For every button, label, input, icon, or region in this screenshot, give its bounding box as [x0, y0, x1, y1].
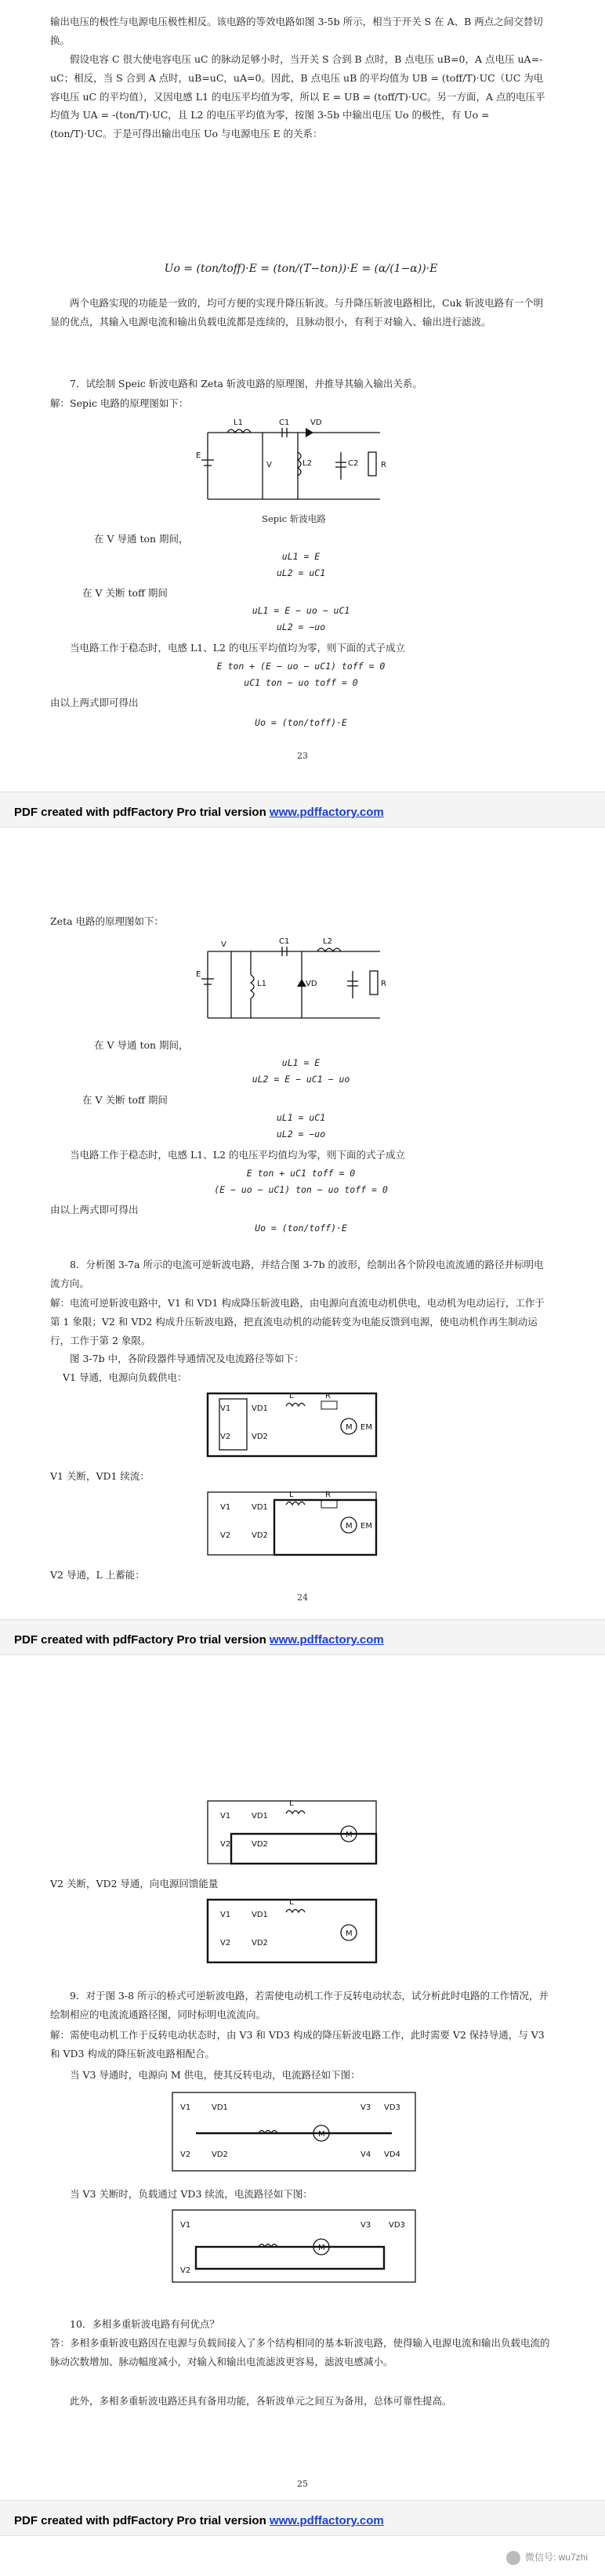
svg-text:R: R — [381, 461, 386, 469]
p3-q9: 9．对于图 3-8 所示的桥式可逆斩波电路，若需使电动机工作于反转电动状态，试分析此时电路的工作情况，并绘制相应的电流流通路径图，同时标明电流流向。 — [50, 1990, 549, 2020]
svg-text:M: M — [346, 1831, 353, 1839]
p2-on-eq2: uL2 = E − uC1 − uo — [252, 1074, 350, 1085]
svg-text:V2: V2 — [180, 2266, 191, 2275]
wechat-watermark — [506, 2549, 588, 2567]
p2-steady-eq1: E ton + uC1 toff = 0 — [246, 1168, 356, 1179]
svg-text:V4: V4 — [360, 2150, 371, 2159]
svg-text:V: V — [266, 461, 272, 469]
bridge-path-diagram-1 — [165, 2086, 423, 2180]
p2-page-number: 24 — [297, 1592, 308, 1603]
svg-text:VD1: VD1 — [252, 1911, 268, 1919]
p3-q10: 10．多相多重斩波电路有何优点？ — [70, 2318, 219, 2330]
svg-text:L1: L1 — [234, 418, 243, 427]
svg-text:M: M — [318, 2244, 325, 2252]
svg-text:V2: V2 — [220, 1433, 231, 1441]
svg-text:E: E — [196, 451, 201, 460]
svg-text:R: R — [325, 1392, 331, 1400]
pdf-banner-2 — [0, 1619, 605, 1655]
svg-text:VD1: VD1 — [212, 2103, 228, 2112]
svg-text:M: M — [318, 2130, 325, 2139]
p1-off-eq1: uL1 = E − uo − uC1 — [252, 605, 350, 616]
p1-derive: 由以上两式即可得出 — [50, 697, 139, 708]
svg-text:C1: C1 — [279, 937, 290, 946]
p1-page-number: 23 — [297, 751, 308, 761]
p2-zeta-intro: Zeta 电路的原理图如下： — [50, 915, 165, 927]
p2-result: Uo = (ton/toff)·E — [255, 1223, 347, 1234]
p2-q8: 8．分析图 3-7a 所示的电流可逆斩波电路，并结合图 3-7b 的波形，绘制出各个阶段电流流通的路径并标明电流方向。 — [50, 1259, 544, 1289]
svg-text:V2: V2 — [180, 2150, 191, 2159]
p1-on-eq1: uL1 = E — [281, 551, 321, 562]
svg-text:V1: V1 — [180, 2221, 191, 2230]
banner-3-link[interactable]: www.pdffactory.com — [269, 2514, 384, 2527]
svg-text:VD2: VD2 — [252, 1840, 268, 1849]
p3-s4: V2 关断，VD2 导通，向电源回馈能量 — [50, 1878, 219, 1889]
svg-text:V2: V2 — [220, 1531, 231, 1540]
sepic-circuit-diagram — [196, 417, 392, 511]
pdf-banner-3 — [0, 2500, 605, 2536]
page-1 — [0, 0, 605, 792]
p2-derive: 由以上两式即可得出 — [50, 1204, 139, 1216]
banner-2-link[interactable]: www.pdffactory.com — [269, 1633, 384, 1647]
p2-s3: V2 导通，L 上蓄能： — [50, 1569, 145, 1581]
banner-1-link[interactable]: www.pdffactory.com — [269, 806, 384, 819]
p1-on-eq2: uL2 = uC1 — [276, 567, 326, 578]
page-2 — [0, 826, 605, 1619]
p1-off-eq2: uL2 = −uo — [276, 621, 326, 632]
p3-a9: 解：需使电动机工作于反转电动状态时，由 V3 和 VD3 构成的降压斩波电路工作，此时需要 V2 保持导通，与 V3 和 VD3 构成的降压斩波电路相配合。 — [50, 2029, 545, 2060]
p1-steady-eq1: E ton + (E − uo − uC1) toff = 0 — [216, 661, 386, 672]
svg-text:L: L — [289, 1898, 294, 1907]
p2-steady-eq2: (E − uo − uC1) ton − uo toff = 0 — [214, 1184, 388, 1195]
svg-text:V1: V1 — [220, 1503, 231, 1512]
p2-off-label: 在 V 关断 toff 期间 — [82, 1094, 168, 1106]
svg-text:L: L — [289, 1491, 294, 1499]
svg-text:M: M — [346, 1522, 353, 1531]
svg-text:VD: VD — [310, 418, 322, 427]
p2-steady: 当电路工作于稳态时，电感 L1、L2 的电压平均值均为零，则下面的式子成立 — [70, 1149, 405, 1161]
page-3 — [0, 1654, 605, 2576]
svg-text:V1: V1 — [220, 1404, 231, 1413]
svg-text:V2: V2 — [220, 1939, 231, 1947]
svg-text:R: R — [325, 1491, 331, 1499]
svg-text:EM: EM — [360, 1423, 372, 1432]
p2-fig-intro: 图 3-7b 中，各阶段器件导通情况及电流路径等如下： — [70, 1353, 304, 1364]
banner-1-prefix: PDF created with pdfFactory Pro trial version — [14, 806, 270, 819]
svg-text:V3: V3 — [360, 2221, 371, 2230]
p1-off-label: 在 V 关断 toff 期间 — [82, 587, 168, 599]
p3-s5: 当 V3 导通时，电源向 M 供电，使其反转电动，电流路径如下图： — [70, 2069, 360, 2081]
p1-para3: 两个电路实现的功能是一致的，均可方便的实现升降压斩波。与升降压斩波电路相比，Cuk 斩波电路有一个明显的优点，其输入电源电流和输出负载电流都是连续的，且脉动很小，有利于对输入、输出进行滤波。 — [50, 297, 544, 328]
p1-on-label: 在 V 导通 ton 期间， — [94, 533, 189, 545]
svg-text:VD2: VD2 — [252, 1939, 268, 1947]
chopper-path-diagram-3 — [200, 1795, 388, 1873]
svg-text:L2: L2 — [302, 459, 312, 468]
svg-text:V2: V2 — [220, 1840, 231, 1849]
svg-text:L: L — [289, 1799, 294, 1808]
p3-page-number: 25 — [297, 2479, 308, 2489]
p3-s6: 当 V3 关断时，负载通过 VD3 续流，电流路径如下图： — [70, 2188, 313, 2200]
p3-a10: 答：多相多重斩波电路因在电源与负载间接入了多个结构相同的基本斩波电路，使得输入电源电流和输出负载电流的脉动次数增加、脉动幅度减小，对输入和输出电流滤波更容易，滤波电感减小。 — [50, 2337, 550, 2368]
svg-text:VD4: VD4 — [384, 2150, 400, 2159]
svg-text:VD3: VD3 — [384, 2103, 400, 2112]
zeta-circuit-diagram — [196, 936, 392, 1030]
svg-text:C1: C1 — [279, 418, 290, 427]
svg-text:V1: V1 — [180, 2103, 191, 2112]
p1-para1: 输出电压的极性与电源电压极性相反。该电路的等效电路如图 3-5b 所示，相当于开关 S 在 A、B 两点之间交替切换。 — [50, 16, 543, 46]
wechat-icon — [506, 2551, 520, 2565]
bridge-path-diagram-2 — [165, 2204, 423, 2290]
chopper-path-diagram-4 — [200, 1893, 388, 1972]
svg-text:EM: EM — [360, 1522, 372, 1531]
svg-text:V3: V3 — [360, 2103, 371, 2112]
p1-answer-intro: 解：Sepic 电路的原理图如下： — [50, 397, 189, 409]
svg-text:VD1: VD1 — [252, 1812, 268, 1821]
p2-off-eq2: uL2 = −uo — [276, 1129, 326, 1139]
svg-text:V1: V1 — [220, 1911, 231, 1919]
chopper-path-diagram-2 — [200, 1486, 388, 1564]
p2-s2: V1 关断，VD1 续流： — [50, 1470, 150, 1482]
p1-result: Uo = (ton/toff)·E — [255, 717, 347, 728]
watermark-text: 微信号: wu7zhi — [524, 2552, 588, 2563]
svg-text:VD2: VD2 — [252, 1433, 268, 1441]
svg-text:VD2: VD2 — [252, 1531, 268, 1540]
svg-text:VD1: VD1 — [252, 1404, 268, 1413]
p1-para2: 假设电容 C 很大使电容电压 uC 的脉动足够小时，当开关 S 合到 B 点时，B 点电压 uB=0，A 点电压 uA=-uC；相反，当 S 合到 A 点时，uB=uC，uA=0。因此，B 点电压 uB 的平均值为 UB = (toff/T)·UC（UC 为电容电压 uC 的平均值），又因电感 L1 的电压平均值为零，所以 E = UB = (toff/T)·UC。另一方面，A 点的电压平均值为 UA = -(ton/T)·UC，且 L2 的电压平均值为零，按图 3-5b 中输出电压 Uo 的极性，有 Uo = (ton/T)·UC。于是可得出输出电压 Uo 与电源电压 E 的关系： — [50, 53, 545, 139]
svg-text:VD: VD — [306, 980, 317, 988]
p1-steady: 当电路工作于稳态时，电感 L1、L2 的电压平均值均为零，则下面的式子成立 — [70, 642, 405, 654]
svg-text:M: M — [346, 1929, 353, 1938]
svg-text:VD1: VD1 — [252, 1503, 268, 1512]
pdf-banner-1 — [0, 792, 605, 828]
p2-on-label: 在 V 导通 ton 期间， — [94, 1039, 189, 1051]
svg-text:C2: C2 — [348, 459, 359, 468]
svg-text:VD2: VD2 — [212, 2150, 228, 2159]
svg-text:M: M — [346, 1423, 353, 1432]
p1-steady-eq2: uC1 ton − uo toff = 0 — [244, 677, 358, 688]
p1-formula-main: Uo = (ton/toff)·E = (ton/(T−ton))·E = (α/(1−α))·E — [164, 263, 438, 275]
svg-text:V: V — [221, 940, 226, 949]
svg-text:V1: V1 — [220, 1812, 231, 1821]
p2-on-eq1: uL1 = E — [281, 1057, 321, 1068]
p2-a8: 解：电流可逆斩波电路中，V1 和 VD1 构成降压斩波电路，由电源向直流电动机供电，电动机为电动运行，工作于第 1 象限；V2 和 VD2 构成升压斩波电路，把直流电动机的动能转变为电能反馈到电源，使电动机作再生制动运行，工作于第 2 象限。 — [50, 1297, 545, 1346]
svg-text:VD3: VD3 — [389, 2221, 405, 2230]
p2-s1: V1 导通，电源向负载供电： — [63, 1371, 187, 1383]
svg-text:E: E — [196, 970, 201, 979]
svg-text:L: L — [289, 1392, 294, 1400]
p3-a10b: 此外，多相多重斩波电路还具有备用功能，各斩波单元之间互为备用，总体可靠性提高。 — [70, 2395, 452, 2407]
svg-text:L2: L2 — [323, 937, 332, 946]
sepic-caption: Sepic 斩波电路 — [262, 513, 326, 524]
banner-2-prefix: PDF created with pdfFactory Pro trial version — [14, 1633, 270, 1647]
p1-q7: 7．试绘制 Speic 斩波电路和 Zeta 斩波电路的原理图，并推导其输入输出关系。 — [70, 378, 422, 389]
p2-off-eq1: uL1 = uC1 — [276, 1112, 326, 1123]
banner-3-prefix: PDF created with pdfFactory Pro trial version — [14, 2514, 270, 2527]
chopper-path-diagram-1 — [200, 1387, 388, 1466]
svg-text:L1: L1 — [257, 980, 266, 988]
svg-text:R: R — [381, 980, 386, 988]
